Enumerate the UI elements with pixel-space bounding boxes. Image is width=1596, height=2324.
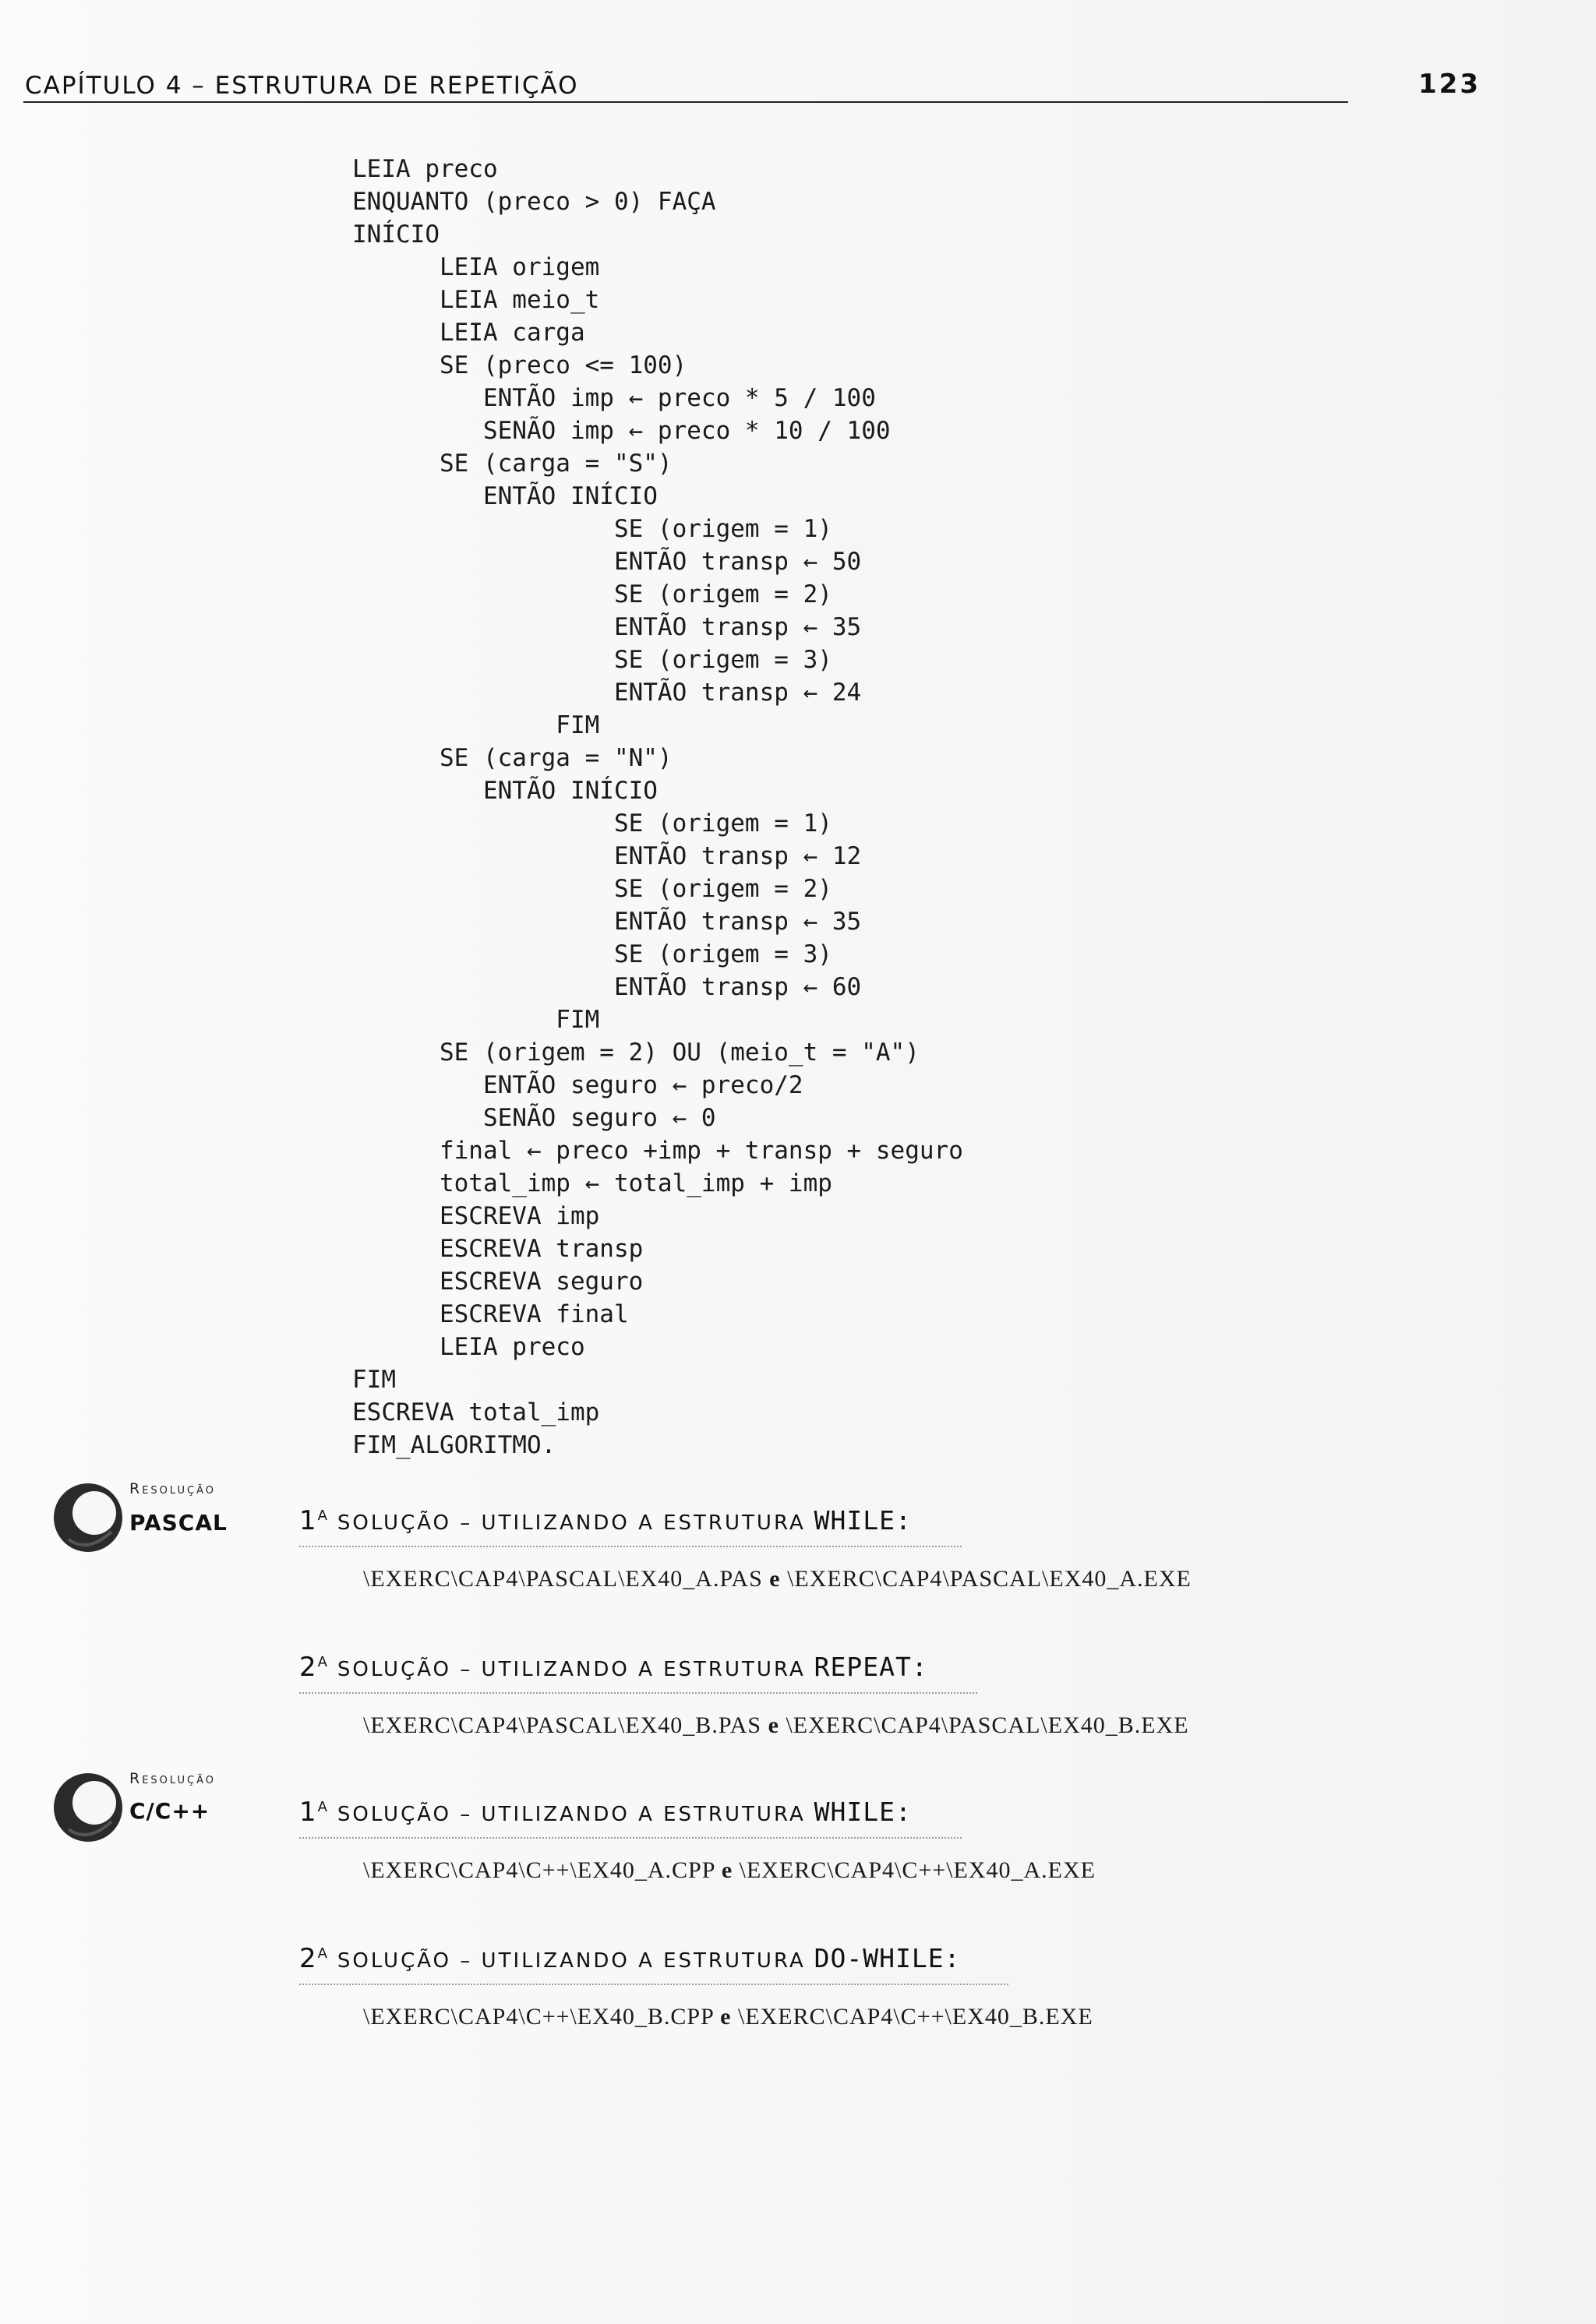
cpp-solution-2-heading [299, 1943, 960, 1974]
solution-ordinal: A [317, 1654, 329, 1670]
code-line: SE (origem = 2) [352, 875, 832, 903]
pascal-solution-1-heading [299, 1505, 912, 1536]
source-file-path: \EXERC\CAP4\PASCAL\EX40_B.PAS [363, 1712, 762, 1738]
code-line: LEIA carga [352, 319, 585, 347]
solution-number: 2 [299, 1943, 318, 1974]
solution-keyword: WHILE: [814, 1797, 912, 1827]
code-line: ENTÃO transp ← 12 [352, 842, 862, 870]
code-line: ENTÃO transp ← 50 [352, 548, 862, 576]
solution-text: SOLUÇÃO – UTILIZANDO A ESTRUTURA [337, 1658, 806, 1681]
heading-underline [299, 1984, 1008, 1985]
source-file-path: \EXERC\CAP4\C++\EX40_B.CPP [363, 2004, 714, 2030]
code-line: LEIA meio_t [352, 286, 600, 314]
heading-underline [299, 1546, 962, 1547]
pascal-solution-1-files [363, 1566, 1192, 1592]
conjunction: e [768, 1712, 779, 1738]
heading-underline [299, 1837, 962, 1839]
code-line: ENTÃO transp ← 60 [352, 973, 862, 1001]
code-line: FIM_ALGORITMO. [352, 1431, 556, 1459]
executable-file-path: \EXERC\CAP4\C++\EX40_B.EXE [737, 2004, 1093, 2030]
code-line: ENTÃO seguro ← preco/2 [352, 1071, 803, 1099]
code-line: FIM [352, 1366, 396, 1394]
pascal-badge-caption: Resolução [129, 1480, 216, 1497]
code-line: SE (preco <= 100) [352, 351, 687, 379]
cpp-badge-caption: Resolução [129, 1770, 216, 1787]
code-line: SENÃO seguro ← 0 [352, 1104, 716, 1132]
cpp-solution-1-files [363, 1857, 1096, 1884]
code-line: ENTÃO INÍCIO [352, 777, 658, 805]
pascal-solution-2-files [363, 1712, 1189, 1739]
code-line: ESCREVA imp [352, 1202, 600, 1230]
code-line: INÍCIO [352, 220, 440, 249]
code-line: SE (carga = "S") [352, 450, 673, 478]
executable-file-path: \EXERC\CAP4\C++\EX40_A.EXE [739, 1857, 1096, 1883]
executable-file-path: \EXERC\CAP4\PASCAL\EX40_B.EXE [786, 1712, 1189, 1738]
code-line: ENTÃO INÍCIO [352, 482, 658, 510]
code-line: LEIA origem [352, 253, 600, 281]
executable-file-path: \EXERC\CAP4\PASCAL\EX40_A.EXE [787, 1566, 1192, 1592]
code-line: ESCREVA total_imp [352, 1398, 600, 1426]
code-line: SE (origem = 1) [352, 809, 832, 838]
page-number: 123 [1418, 69, 1481, 100]
code-line: ESCREVA transp [352, 1235, 644, 1263]
code-line: FIM [352, 1006, 600, 1034]
conjunction: e [721, 1857, 733, 1883]
header-divider [23, 101, 1348, 103]
code-line: SE (origem = 2) [352, 580, 832, 608]
solution-text: SOLUÇÃO – UTILIZANDO A ESTRUTURA [337, 1511, 806, 1535]
solution-ordinal: A [317, 1945, 329, 1962]
code-line: LEIA preco [352, 155, 498, 183]
code-line: ENTÃO transp ← 24 [352, 679, 862, 707]
solution-number: 1 [299, 1797, 318, 1828]
code-line: ENTÃO transp ← 35 [352, 613, 862, 641]
code-line: SE (origem = 3) [352, 940, 832, 968]
solution-ordinal: A [317, 1508, 329, 1524]
solution-text: SOLUÇÃO – UTILIZANDO A ESTRUTURA [337, 1949, 806, 1973]
solution-ordinal: A [317, 1799, 329, 1815]
cpp-badge-language: C/C++ [129, 1798, 210, 1824]
code-line: SENÃO imp ← preco * 10 / 100 [352, 417, 891, 445]
pascal-solution-2-heading [299, 1652, 928, 1683]
code-line: SE (origem = 2) OU (meio_t = "A") [352, 1039, 920, 1067]
pascal-resolution-icon [45, 1477, 131, 1555]
code-line: ENTÃO transp ← 35 [352, 908, 862, 936]
source-file-path: \EXERC\CAP4\C++\EX40_A.CPP [363, 1857, 715, 1883]
code-line: ENQUANTO (preco > 0) FAÇA [352, 188, 716, 216]
solution-number: 2 [299, 1652, 318, 1683]
solution-keyword: REPEAT: [814, 1652, 928, 1682]
conjunction: e [769, 1566, 781, 1592]
pascal-badge-language: PASCAL [129, 1510, 228, 1536]
solution-keyword: WHILE: [814, 1505, 912, 1536]
conjunction: e [720, 2004, 732, 2030]
code-line: ESCREVA seguro [352, 1268, 644, 1296]
code-line: ESCREVA final [352, 1300, 629, 1328]
code-line: final ← preco +imp + transp + seguro [352, 1137, 963, 1165]
code-line: FIM [352, 711, 600, 739]
code-line: SE (origem = 3) [352, 646, 832, 674]
code-line: SE (carga = "N") [352, 744, 673, 772]
solution-text: SOLUÇÃO – UTILIZANDO A ESTRUTURA [337, 1803, 806, 1826]
code-line: SE (origem = 1) [352, 515, 832, 543]
cpp-solution-1-heading [299, 1797, 912, 1828]
solution-number: 1 [299, 1505, 318, 1536]
code-line: LEIA preco [352, 1333, 585, 1361]
cpp-solution-2-files [363, 2004, 1093, 2030]
chapter-title: CAPÍTULO 4 – ESTRUTURA DE REPETIÇÃO [25, 72, 579, 100]
heading-underline [299, 1692, 977, 1694]
code-line: total_imp ← total_imp + imp [352, 1169, 832, 1197]
code-line: ENTÃO imp ← preco * 5 / 100 [352, 384, 876, 412]
source-file-path: \EXERC\CAP4\PASCAL\EX40_A.PAS [363, 1566, 763, 1592]
cpp-resolution-icon [45, 1767, 131, 1845]
solution-keyword: DO-WHILE: [814, 1943, 961, 1973]
